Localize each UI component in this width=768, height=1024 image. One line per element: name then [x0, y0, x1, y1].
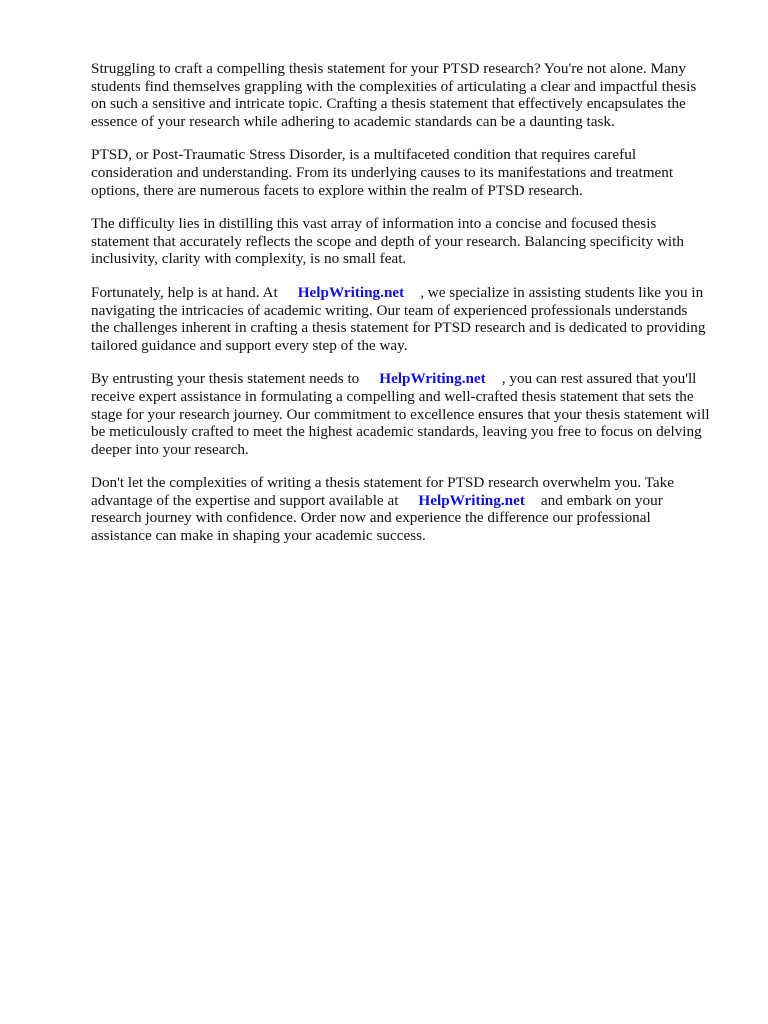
text-line: essence of your research while adhering to academic standards can be a daunting task. [91, 112, 615, 130]
text-line: options, there are numerous facets to explore within the realm of PTSD research. [91, 181, 583, 199]
text-segment: advantage of the expertise and support available at [91, 491, 399, 509]
text-line: statement that accurately reflects the scope and depth of your research. Balancing specificity with [91, 232, 684, 250]
text-line: The difficulty lies in distilling this vast array of information into a concise and focused thesis [91, 215, 657, 233]
text-line: assistance can make in shaping your academic success. [91, 527, 426, 545]
text-line: navigating the intricacies of academic writing. Our team of experienced professionals understands [91, 301, 688, 319]
text-segment: and embark on your [540, 491, 663, 509]
paragraph-help [91, 284, 731, 354]
paragraph-difficulty [91, 215, 731, 268]
text-line [91, 284, 731, 302]
paragraph-intro [91, 60, 731, 130]
text-segment: , you can rest assured that you'll [501, 370, 697, 388]
helpwriting-link[interactable]: HelpWriting.net [379, 370, 486, 388]
text-segment: , we specialize in assisting students like you in [420, 283, 704, 301]
text-line: consideration and understanding. From its underlying causes to its manifestations and treatment [91, 163, 674, 181]
text-line [91, 370, 731, 388]
helpwriting-link[interactable]: HelpWriting.net [297, 283, 405, 301]
text-line: stage for your research journey. Our commitment to excellence ensures that your thesis statement will [91, 405, 710, 423]
text-line: deeper into your research. [91, 440, 249, 458]
text-line: PTSD, or Post-Traumatic Stress Disorder, is a multifaceted condition that requires careful [91, 146, 637, 164]
text-segment: By entrusting your thesis statement needs to [91, 370, 360, 388]
text-line: students find themselves grappling with the complexities of articulating a clear and impactful thesis [91, 77, 697, 95]
paragraph-ptsd-definition [91, 146, 731, 199]
paragraph-closing [91, 474, 731, 544]
text-line: research journey with confidence. Order now and experience the difference our professional [91, 509, 651, 527]
text-line: on such a sensitive and intricate topic. Crafting a thesis statement that effectively encapsulates the [91, 95, 686, 113]
text-line: tailored guidance and support every step of the way. [91, 336, 408, 354]
text-line: Struggling to craft a compelling thesis statement for your PTSD research? You're not alone. Many [91, 60, 686, 77]
text-segment: Fortunately, help is at hand. At [91, 283, 278, 301]
text-line: inclusivity, clarity with complexity, is no small feat. [91, 250, 407, 268]
text-line: receive expert assistance in formulating a compelling and well-crafted thesis statement that sets the [91, 387, 694, 405]
text-line: Don't let the complexities of writing a thesis statement for PTSD research overwhelm you. Take [91, 474, 675, 492]
helpwriting-link[interactable]: HelpWriting.net [418, 491, 525, 509]
text-line: be meticulously crafted to meet the highest academic standards, leaving you free to focus on delving [91, 423, 702, 441]
text-line [91, 492, 731, 510]
text-line: the challenges inherent in crafting a thesis statement for PTSD research and is dedicated to providing [91, 319, 706, 337]
paragraph-entrusting [91, 370, 731, 458]
document-page [91, 60, 731, 561]
